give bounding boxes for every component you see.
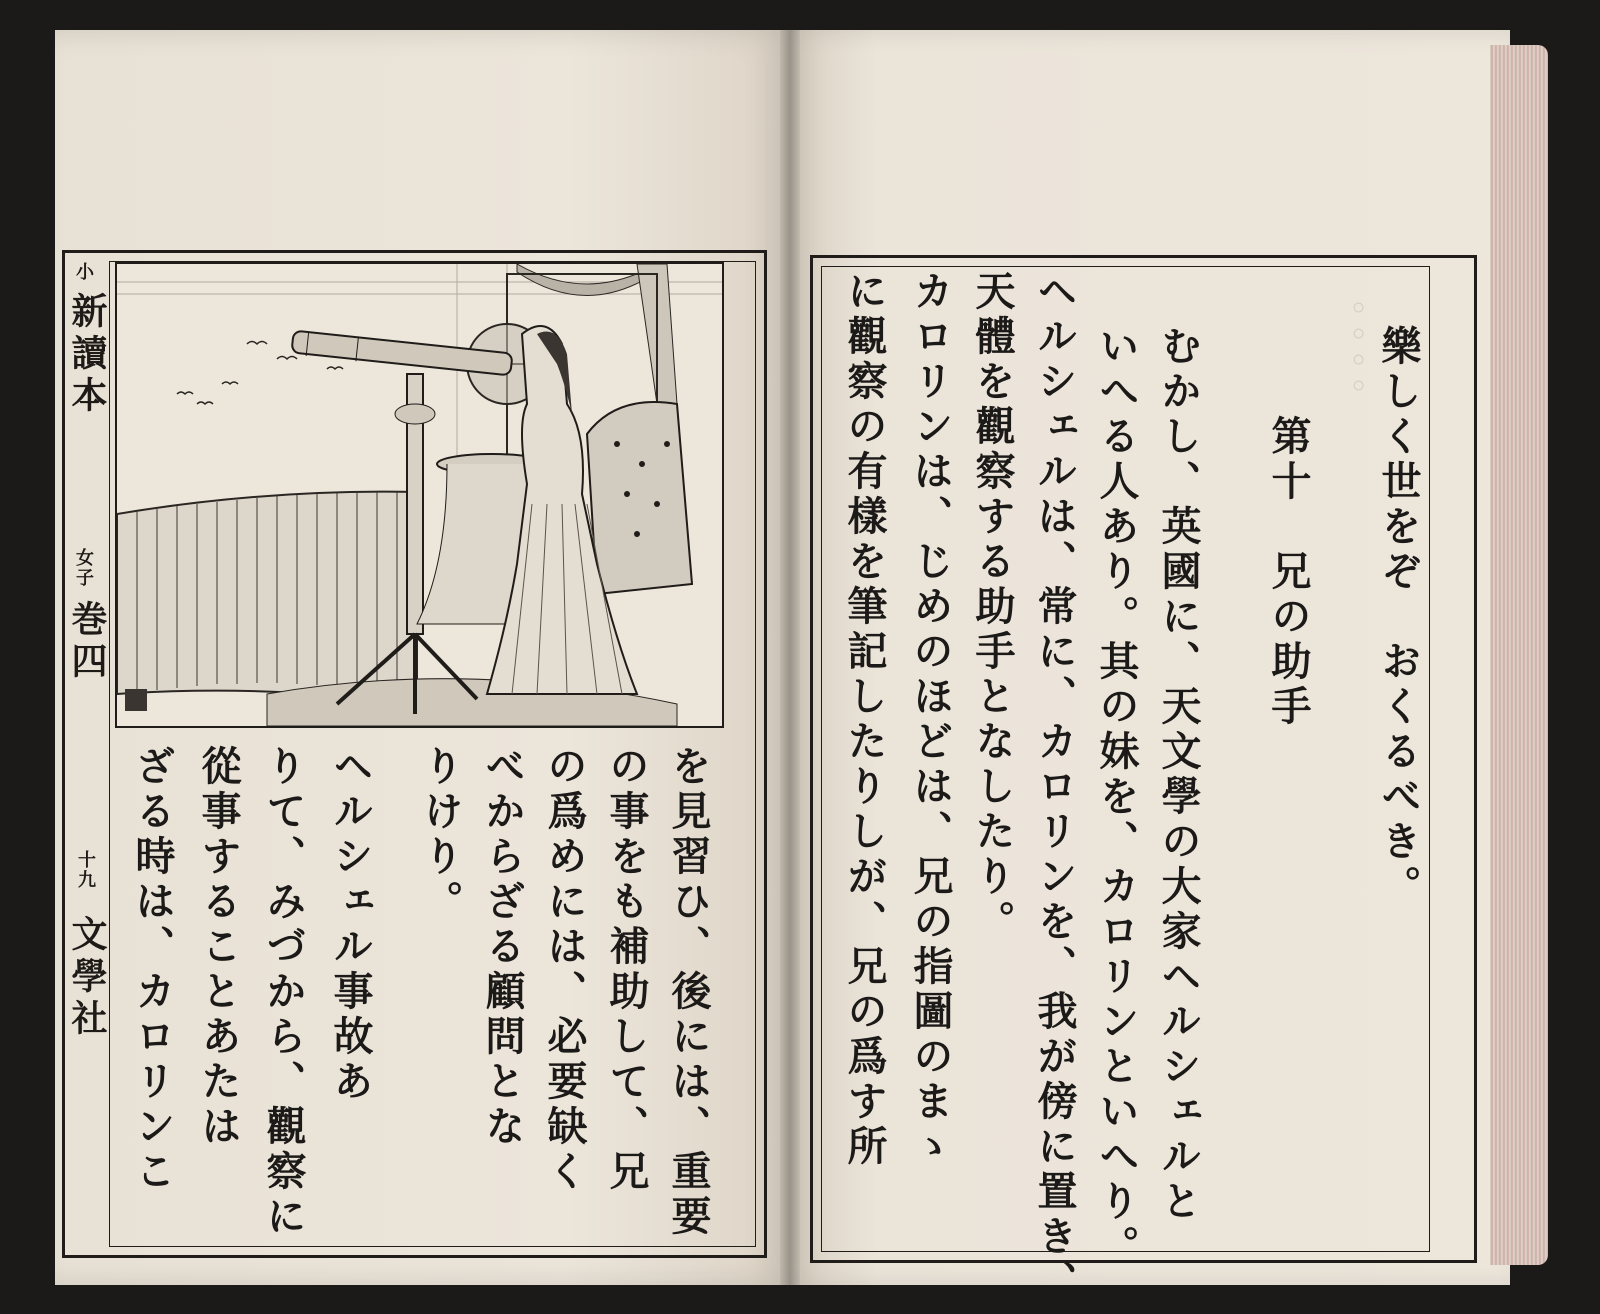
left-text-column-9: ざる時は、カロリンこ xyxy=(129,745,176,1195)
left-text-column-5: りけり。 xyxy=(417,745,464,925)
left-gutter-title: 新讀本 xyxy=(66,292,108,418)
telescope-scene-svg xyxy=(117,264,722,726)
left-gutter-series: 小 xyxy=(73,262,94,282)
right-text-column-4: いへる人あり。其の妹を、カロリンといへり。 xyxy=(1093,325,1140,1270)
telescope-illustration xyxy=(115,262,724,728)
right-text-column-3: むかし、英國に、天文學の大家ヘルシェルと xyxy=(1155,325,1202,1225)
left-text-column-2: の事をも補助して、兄 xyxy=(603,745,650,1195)
right-text-column-8: に觀察の有樣を筆記したりしが、兄の爲す所 xyxy=(841,270,888,1170)
right-text-column-1: 樂しく世をぞ おくるべき。 xyxy=(1375,325,1422,910)
left-gutter-volume: 巻四 xyxy=(66,600,108,684)
left-gutter-page-number: 十九 xyxy=(75,850,96,890)
lesson-heading: 第十 兄の助手 xyxy=(1265,415,1312,730)
left-text-column-6: ヘルシェル事故あ xyxy=(327,745,374,1105)
right-text-column-7: カロリンは、じめのほどは、兄の指圖のまゝ xyxy=(907,270,954,1170)
bleed-through-marks: 。。。。 xyxy=(1325,300,1366,422)
page-edges xyxy=(1490,45,1548,1265)
left-text-column-1: を見習ひ、後には、重要 xyxy=(665,745,712,1240)
book-gutter-fold xyxy=(780,30,800,1285)
right-text-column-6: 天體を觀察する助手となしたり。 xyxy=(969,270,1016,945)
left-gutter-publisher: 文學社 xyxy=(66,915,108,1041)
left-text-column-3: の爲めには、必要缺く xyxy=(541,745,588,1195)
right-text-column-5: ヘルシェルは、常に、カロリンを、我が傍に置き、 xyxy=(1031,270,1078,1305)
left-text-column-7: りて、みづから、觀察に xyxy=(260,745,307,1240)
left-text-column-4: べからざる顧問とな xyxy=(479,745,526,1150)
left-gutter-subtitle: 女子 xyxy=(73,548,94,588)
left-text-column-8: 從事することあたは xyxy=(195,745,242,1150)
